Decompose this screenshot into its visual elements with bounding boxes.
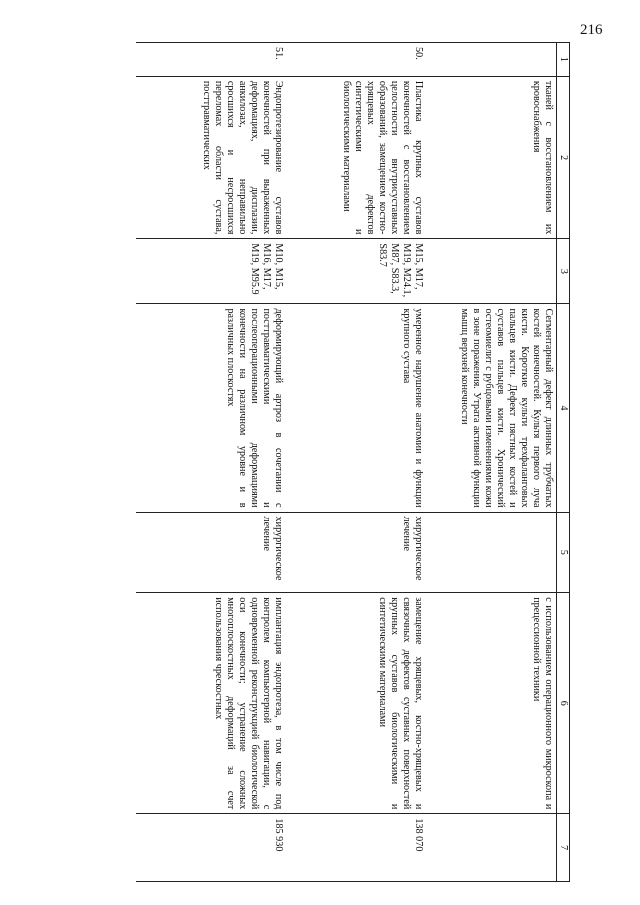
column-header-5: 5 — [557, 512, 570, 593]
service-name: Эндопротезирование суставов конечностей при выраженных деформациях, дисплазии, анкилозах, неправильно сросшихся и несросшихся переломах области сустава, посттравматических — [137, 76, 287, 239]
treatment-method: имплантация эндопротеза, в том числе под контролем компьютерной навигации, с одновременной реконструкцией биологической оси конечности; устранение сложных многоплоскостных деформаций за счет использования чрескостных — [137, 593, 287, 814]
column-number-header-row — [557, 43, 570, 882]
row-number: 51. — [137, 43, 287, 77]
diagnosis-codes — [427, 239, 557, 304]
page-number: 216 — [580, 22, 603, 38]
price-value: 138 070 — [287, 814, 427, 882]
column-header-6: 6 — [557, 593, 570, 814]
column-header-2: 2 — [557, 76, 570, 239]
patient-model: Сегментарный дефект длинных трубчатых костей конечностей. Культя первого луча кисти. Короткие культи трехфаланговых пальцев кисти. Дефект пястных костей и суставов пальцев кисти. Хронический остеомиелит с рубцовыми изменениями кожи в зоне поражения. Утрата активной функции мышц верхней конечности — [427, 304, 557, 512]
treatment-type: хирургическое лечение — [137, 512, 287, 593]
column-header-7: 7 — [557, 814, 570, 882]
landscape-sheet — [110, 42, 570, 882]
diagnosis-codes: M15, M17, M19, M24.1, M87, S83.3, S83.7 — [287, 239, 427, 304]
column-header-1: 1 — [557, 43, 570, 77]
treatment-method: замещение хрящевых, костно-хрящевых и связочных дефектов суставных поверхностей крупных суставов биологическими и синтетическими материалами — [287, 593, 427, 814]
column-header-4: 4 — [557, 304, 570, 512]
table-row — [427, 43, 557, 882]
service-name: Пластика крупных суставов конечностей с восстановлением целостности внутрисуставных образований, замещением костно-хрящевых дефектов синтетическими и биологическими материалами — [287, 76, 427, 239]
column-header-3: 3 — [557, 239, 570, 304]
patient-model: деформирующий артроз в сочетании с посттравматическими и послеоперационными деформациями конечности на различном уровне и в различных плоскостях — [137, 304, 287, 512]
table-row — [287, 43, 427, 882]
treatment-method: с использованием операционного микроскопа и прецессионной техники — [427, 593, 557, 814]
row-number — [427, 43, 557, 77]
table-row — [137, 43, 287, 882]
services-table — [137, 42, 571, 882]
price-value — [427, 814, 557, 882]
treatment-type — [427, 512, 557, 593]
patient-model: умеренное нарушение анатомии и функции крупного сустава — [287, 304, 427, 512]
row-number: 50. — [287, 43, 427, 77]
treatment-type: хирургическое лечение — [287, 512, 427, 593]
service-name: тканей с восстановлением их кровоснабжения — [427, 76, 557, 239]
price-value: 185 930 — [137, 814, 287, 882]
diagnosis-codes: M10, M15, M16, M17, M19, M95.9 — [137, 239, 287, 304]
